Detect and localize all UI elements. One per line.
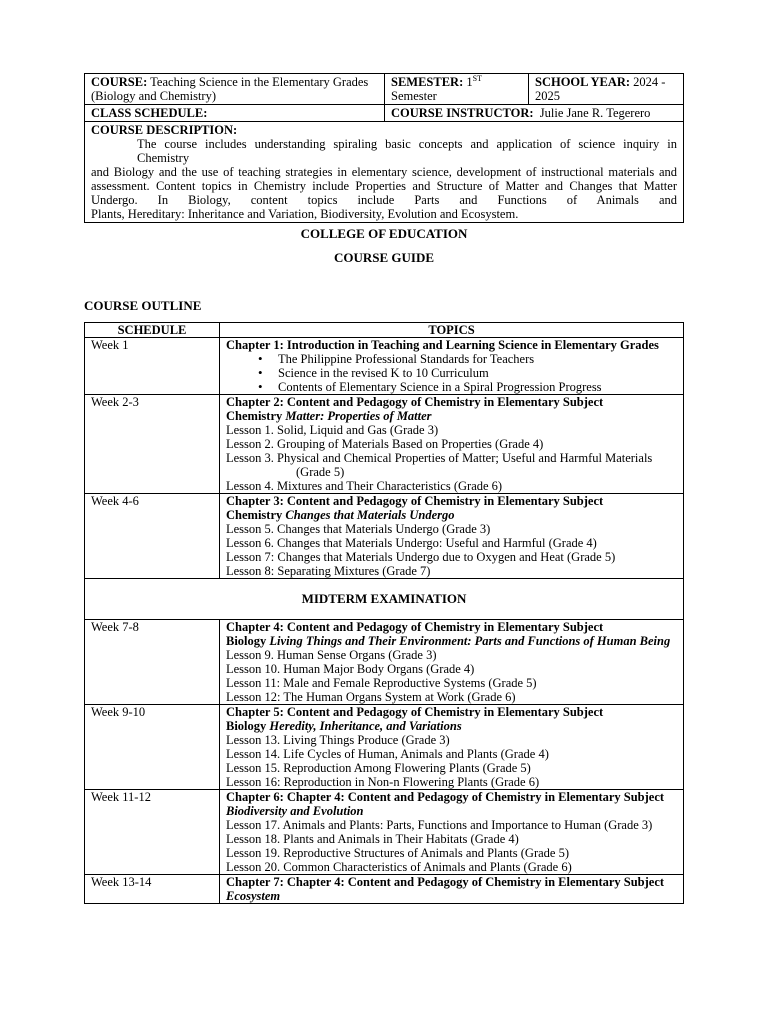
instructor-value: Julie Jane R. Tegerero	[539, 106, 651, 120]
week-cell: Week 4-6	[85, 494, 220, 579]
lesson-item: Lesson 11: Male and Female Reproductive Systems (Grade 5)	[226, 676, 537, 690]
lesson-item: Lesson 15. Reproduction Among Flowering Plants (Grade 5)	[226, 761, 531, 775]
midterm-examination: MIDTERM EXAMINATION	[85, 579, 684, 620]
lesson-item: Lesson 20. Common Characteristics of Animals and Plants (Grade 6)	[226, 860, 572, 874]
school-year-label: SCHOOL YEAR:	[535, 75, 631, 89]
chapter-subtitle: Living Things and Their Environment: Parts and Functions of Human Being	[269, 634, 671, 648]
list-item: • The Philippine Professional Standards for Teachers	[270, 352, 677, 366]
chapter-subtitle: Changes that Materials Undergo	[285, 508, 455, 522]
topics-cell	[220, 338, 684, 395]
chapter-subtitle: Heredity, Inheritance, and Variations	[269, 719, 462, 733]
list-item: • Science in the revised K to 10 Curriculum	[270, 366, 677, 380]
school-year-value: 2024 - 2025	[535, 75, 666, 103]
semester-word: Semester	[391, 89, 437, 103]
chapter-subtitle: Ecosystem	[226, 889, 281, 903]
description-last-line: Plants, Hereditary: Inheritance and Variation, Biodiversity, Evolution and Ecosystem.	[91, 207, 519, 221]
semester-number: 1	[466, 75, 473, 89]
semester-label: SEMESTER:	[391, 75, 464, 89]
lesson-item: Lesson 16: Reproduction in Non-n Flowering Plants (Grade 6)	[226, 775, 540, 789]
school-year-cell	[529, 74, 684, 105]
table-row	[85, 395, 684, 494]
course-value: Teaching Science in the Elementary Grades (Biology and Chemistry)	[91, 75, 369, 103]
course-label: COURSE:	[91, 75, 148, 89]
lesson-item: Lesson 3. Physical and Chemical Properties of Matter; Useful and Harmful Materials	[226, 451, 653, 465]
list-item: • Contents of Elementary Science in a Spiral Progression Progress	[270, 380, 677, 394]
table-row	[85, 705, 684, 790]
table-row	[85, 494, 684, 579]
college-heading: COLLEGE OF EDUCATION	[300, 226, 468, 241]
week-cell: Week 13-14	[85, 875, 220, 904]
chapter-title: Chapter 5: Content and Pedagogy of Chemistry in Elementary Subject	[226, 705, 604, 719]
week-cell: Week 1	[85, 338, 220, 395]
course-cell	[85, 74, 385, 105]
chapter-subject: Chemistry	[226, 409, 283, 423]
topics-cell	[220, 790, 684, 875]
course-description-cell	[85, 122, 684, 223]
lesson-item: Lesson 9. Human Sense Organs (Grade 3)	[226, 648, 437, 662]
chapter-subtitle: Biodiversity and Evolution	[226, 804, 364, 818]
course-description-label: COURSE DESCRIPTION:	[91, 123, 238, 137]
topics-cell	[220, 395, 684, 494]
table-row	[85, 790, 684, 875]
chapter-subject: Chemistry	[226, 508, 283, 522]
chapter-subject: Biology	[226, 719, 267, 733]
lesson-item: Lesson 5. Changes that Materials Undergo (Grade 3)	[226, 522, 491, 536]
description-line-1: The course includes understanding spiraling basic concepts and application of science inquiry in	[137, 137, 677, 151]
topics-header: TOPICS	[220, 323, 684, 338]
week-cell: Week 11-12	[85, 790, 220, 875]
lesson-item: Lesson 14. Life Cycles of Human, Animals and Plants (Grade 4)	[226, 747, 549, 761]
lesson-item: Lesson 2. Grouping of Materials Based on Properties (Grade 4)	[226, 437, 544, 451]
lesson-item: Lesson 12: The Human Organs System at Work (Grade 6)	[226, 690, 516, 704]
chapter-subtitle: Matter: Properties of Matter	[285, 409, 432, 423]
semester-cell	[385, 74, 529, 105]
instructor-cell	[385, 105, 684, 122]
lesson-item: Lesson 4. Mixtures and Their Characteristics (Grade 6)	[226, 479, 503, 493]
chapter-title: Chapter 4: Content and Pedagogy of Chemistry in Elementary Subject	[226, 620, 604, 634]
chapter-title: Chapter 2: Content and Pedagogy of Chemistry in Elementary Subject	[226, 395, 604, 409]
lesson-item: Lesson 18. Plants and Animals in Their Habitats (Grade 4)	[226, 832, 519, 846]
course-outline-table	[84, 322, 684, 904]
course-info-table	[84, 73, 684, 223]
description-line-2: Chemistry	[137, 151, 190, 165]
lesson-item: Lesson 1. Solid, Liquid and Gas (Grade 3)	[226, 423, 439, 437]
course-outline-title: COURSE OUTLINE	[84, 298, 202, 313]
chapter-title: Chapter 6: Chapter 4: Content and Pedagogy of Chemistry in Elementary Subject	[226, 790, 665, 804]
table-row	[85, 620, 684, 705]
table-row	[85, 338, 684, 395]
lesson-item: Lesson 8: Separating Mixtures (Grade 7)	[226, 564, 431, 578]
topics-cell	[220, 875, 684, 904]
lesson-item: Lesson 13. Living Things Produce (Grade 3)	[226, 733, 450, 747]
lesson-item: Lesson 6. Changes that Materials Undergo: Useful and Harmful (Grade 4)	[226, 536, 597, 550]
topics-cell	[220, 494, 684, 579]
chapter-title: Chapter 1: Introduction in Teaching and Learning Science in Elementary Grades	[226, 338, 659, 352]
course-guide-heading: COURSE GUIDE	[333, 250, 435, 265]
instructor-label: COURSE INSTRUCTOR:	[391, 106, 534, 120]
week-cell: Week 9-10	[85, 705, 220, 790]
topic-bullet-list	[226, 352, 677, 394]
chapter-subject: Biology	[226, 634, 267, 648]
lesson-item: Lesson 19. Reproductive Structures of Animals and Plants (Grade 5)	[226, 846, 569, 860]
week-cell: Week 2-3	[85, 395, 220, 494]
lesson-item-continued: (Grade 5)	[296, 465, 345, 479]
description-body: and Biology and the use of teaching strategies in elementary science, development of instructional materials and assessment. Content topics in Chemistry include Properties and Structure of Matter and Changes that Matter Undergo. In Biology, content topics include Parts and Functions of Animals and	[91, 165, 677, 207]
lesson-item: Lesson 7: Changes that Materials Undergo due to Oxygen and Heat (Grade 5)	[226, 550, 616, 564]
midterm-row	[85, 579, 684, 620]
class-schedule-label: CLASS SCHEDULE:	[91, 106, 208, 120]
table-row	[85, 875, 684, 904]
semester-superscript: ST	[472, 73, 482, 83]
week-cell: Week 7-8	[85, 620, 220, 705]
chapter-title: Chapter 3: Content and Pedagogy of Chemistry in Elementary Subject	[226, 494, 604, 508]
class-schedule-cell	[85, 105, 385, 122]
lesson-item: Lesson 17. Animals and Plants: Parts, Functions and Importance to Human (Grade 3)	[226, 818, 653, 832]
topics-cell	[220, 620, 684, 705]
chapter-title: Chapter 7: Chapter 4: Content and Pedagogy of Chemistry in Elementary Subject	[226, 875, 665, 889]
topics-cell	[220, 705, 684, 790]
outline-header-row	[85, 323, 684, 338]
schedule-header: SCHEDULE	[85, 323, 220, 338]
lesson-item: Lesson 10. Human Major Body Organs (Grade 4)	[226, 662, 475, 676]
